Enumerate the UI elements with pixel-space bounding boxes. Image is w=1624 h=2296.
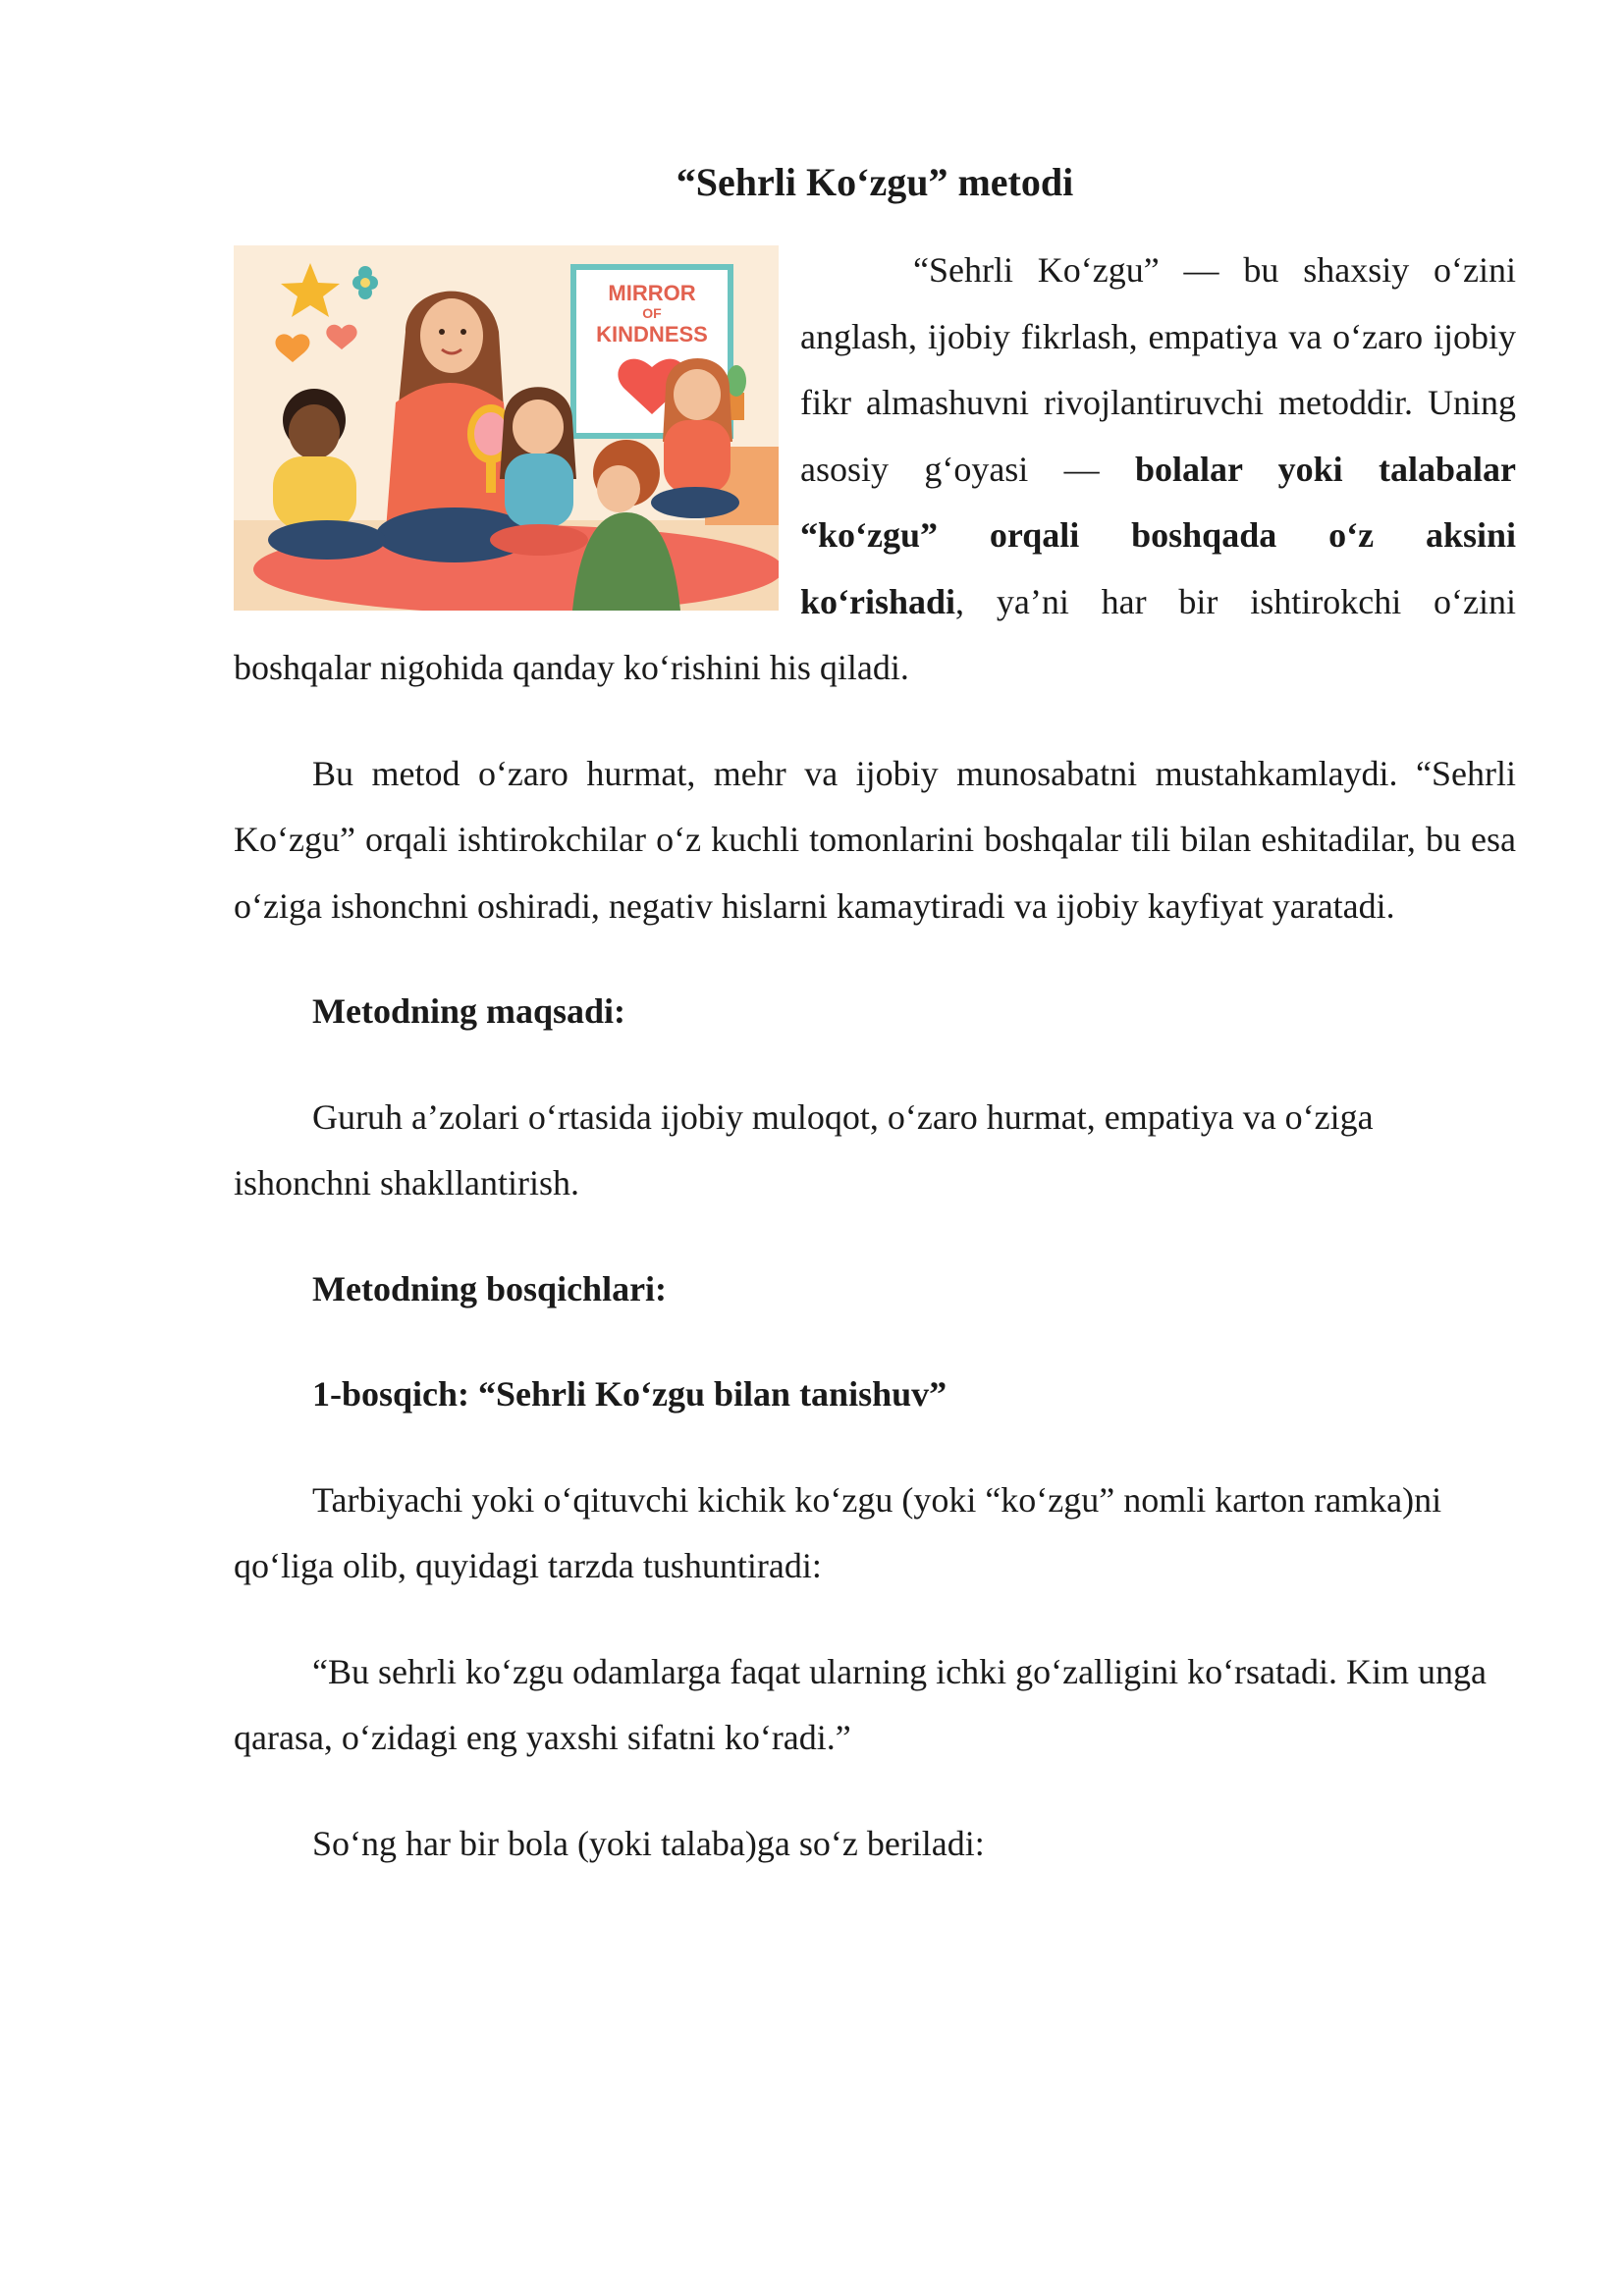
intro-sentence-2-end: , ya’ni har bir ishtirokchi o‘zini boshqalar nigohida qanday ko‘rishini his qiladi. xyxy=(234,581,1516,687)
heading-goal: Metodning maqsadi: xyxy=(312,991,626,1031)
mirror-of-kindness-illustration xyxy=(234,245,779,611)
illustration-svg xyxy=(234,245,779,611)
poster-line1: MIRROR xyxy=(608,281,696,305)
stage-1-heading: 1-bosqich: “Sehrli Ko‘zgu bilan tanishuv” xyxy=(312,1374,947,1414)
final-paragraph: So‘ng har bir bola (yoki talaba)ga so‘z beriladi: xyxy=(312,1823,985,1863)
poster-line3: KINDNESS xyxy=(596,322,708,347)
stage-1-paragraph: Tarbiyachi yoki o‘qituvchi kichik ko‘zgu (yoki “ko‘zgu” nomli karton ramka)ni qo‘liga olib, quyidagi tarzda tushuntiradi: xyxy=(234,1479,1442,1585)
document-page xyxy=(234,147,1516,1877)
heading-stages: Metodning bosqichlari: xyxy=(312,1268,668,1308)
poster-line2: OF xyxy=(642,305,662,321)
page-title: “Sehrli Ko‘zgu” metodi xyxy=(676,160,1074,204)
intro-sentence-2-start: Uning asosiy g‘oyasi — xyxy=(800,383,1516,489)
intro-sentence-1: “Sehrli Ko‘zgu” — bu shaxsiy o‘zini anglash, ijobiy fikrlash, empatiya va o‘zaro ijobiy fikr almashuvni rivojlantiruvchi metoddir. xyxy=(800,250,1516,422)
goal-paragraph: Guruh a’zolari o‘rtasida ijobiy muloqot, o‘zaro hurmat, empatiya va o‘ziga ishonchni shakllantirish. xyxy=(234,1096,1374,1202)
body-paragraph-2: Bu metod o‘zaro hurmat, mehr va ijobiy munosabatni mustahkamlaydi. “Sehrli Ko‘zgu” orqali ishtirokchilar o‘z kuchli tomonlarini boshqalar tili bilan eshitadilar, bu esa o‘ziga ishonchni oshiradi, negativ hislarni kamaytiradi va ijobiy kayfiyat yaratadi. xyxy=(234,753,1516,926)
quote-paragraph: “Bu sehrli ko‘zgu odamlarga faqat ularning ichki go‘zalligini ko‘rsatadi. Kim unga qarasa, o‘zidagi eng yaxshi sifatni ko‘radi.” xyxy=(234,1651,1487,1757)
intro-sentence-2-bold: bolalar yoki talabalar “ko‘zgu” orqali boshqada o‘z aksini ko‘rishadi xyxy=(800,449,1516,621)
